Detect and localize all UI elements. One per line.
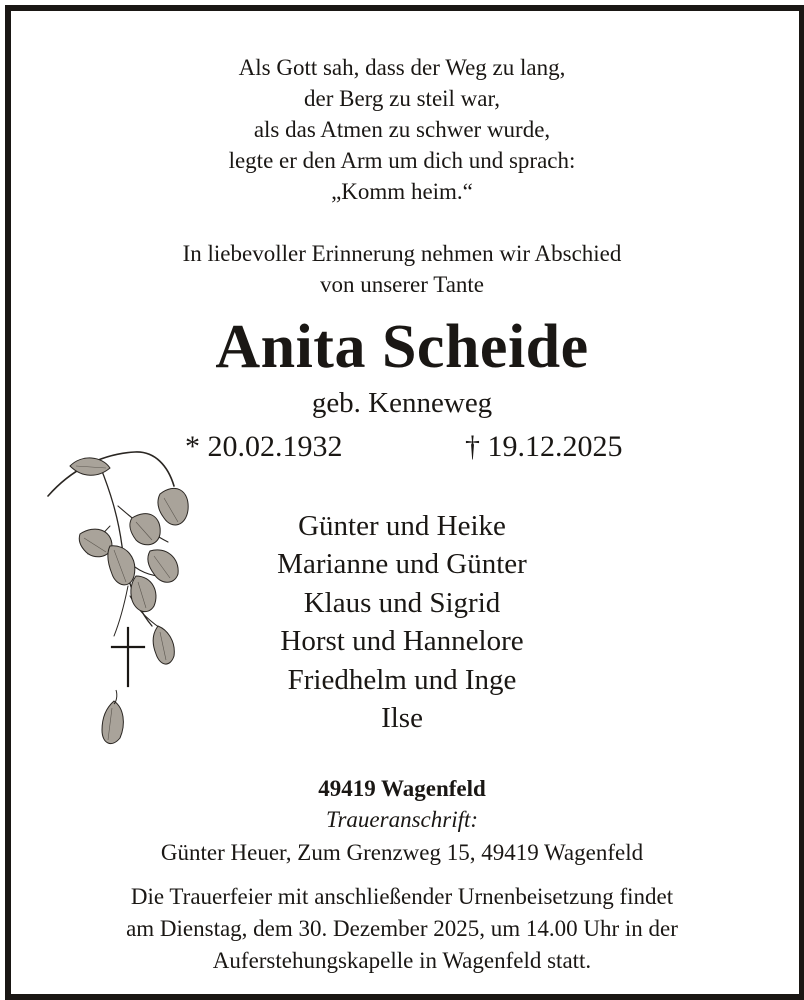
birth-date: * 20.02.1932	[185, 430, 343, 463]
maiden-name: geb. Kenneweg	[311, 387, 493, 419]
funeral-notice-line: am Dienstag, dem 30. Dezember 2025, um 14.00 Uhr in der	[126, 916, 678, 941]
intro-line: von unserer Tante	[319, 272, 485, 297]
mourner-name: Ilse	[381, 702, 423, 734]
address-label: Traueranschrift:	[325, 807, 479, 832]
poem-line: als das Atmen zu schwer wurde,	[253, 117, 551, 142]
mourning-address: Günter Heuer, Zum Grenzweg 15, 49419 Wagenfeld	[160, 840, 644, 865]
poem-line: legte er den Arm um dich und sprach:	[228, 148, 576, 173]
mourner-name: Friedhelm und Inge	[287, 664, 517, 696]
poem-line: Als Gott sah, dass der Weg zu lang,	[238, 55, 566, 80]
funeral-notice-line: Auferstehungskapelle in Wagenfeld statt.	[212, 948, 592, 973]
deceased-name: Anita Scheide	[215, 313, 589, 381]
poem-line: der Berg zu steil war,	[303, 86, 500, 111]
poem-line: „Komm heim.“	[331, 179, 473, 204]
mourner-name: Klaus und Sigrid	[303, 587, 501, 619]
funeral-notice-line: Die Trauerfeier mit anschließender Urnenbeisetzung findet	[130, 884, 674, 909]
residence-city: 49419 Wagenfeld	[318, 776, 486, 801]
mourner-name: Horst und Hannelore	[280, 625, 524, 657]
mourner-name: Günter und Heike	[298, 510, 506, 542]
death-date: † 19.12.2025	[465, 430, 623, 463]
intro-line: In liebevoller Erinnerung nehmen wir Abschied	[182, 241, 622, 266]
mourner-name: Marianne und Günter	[277, 548, 527, 580]
